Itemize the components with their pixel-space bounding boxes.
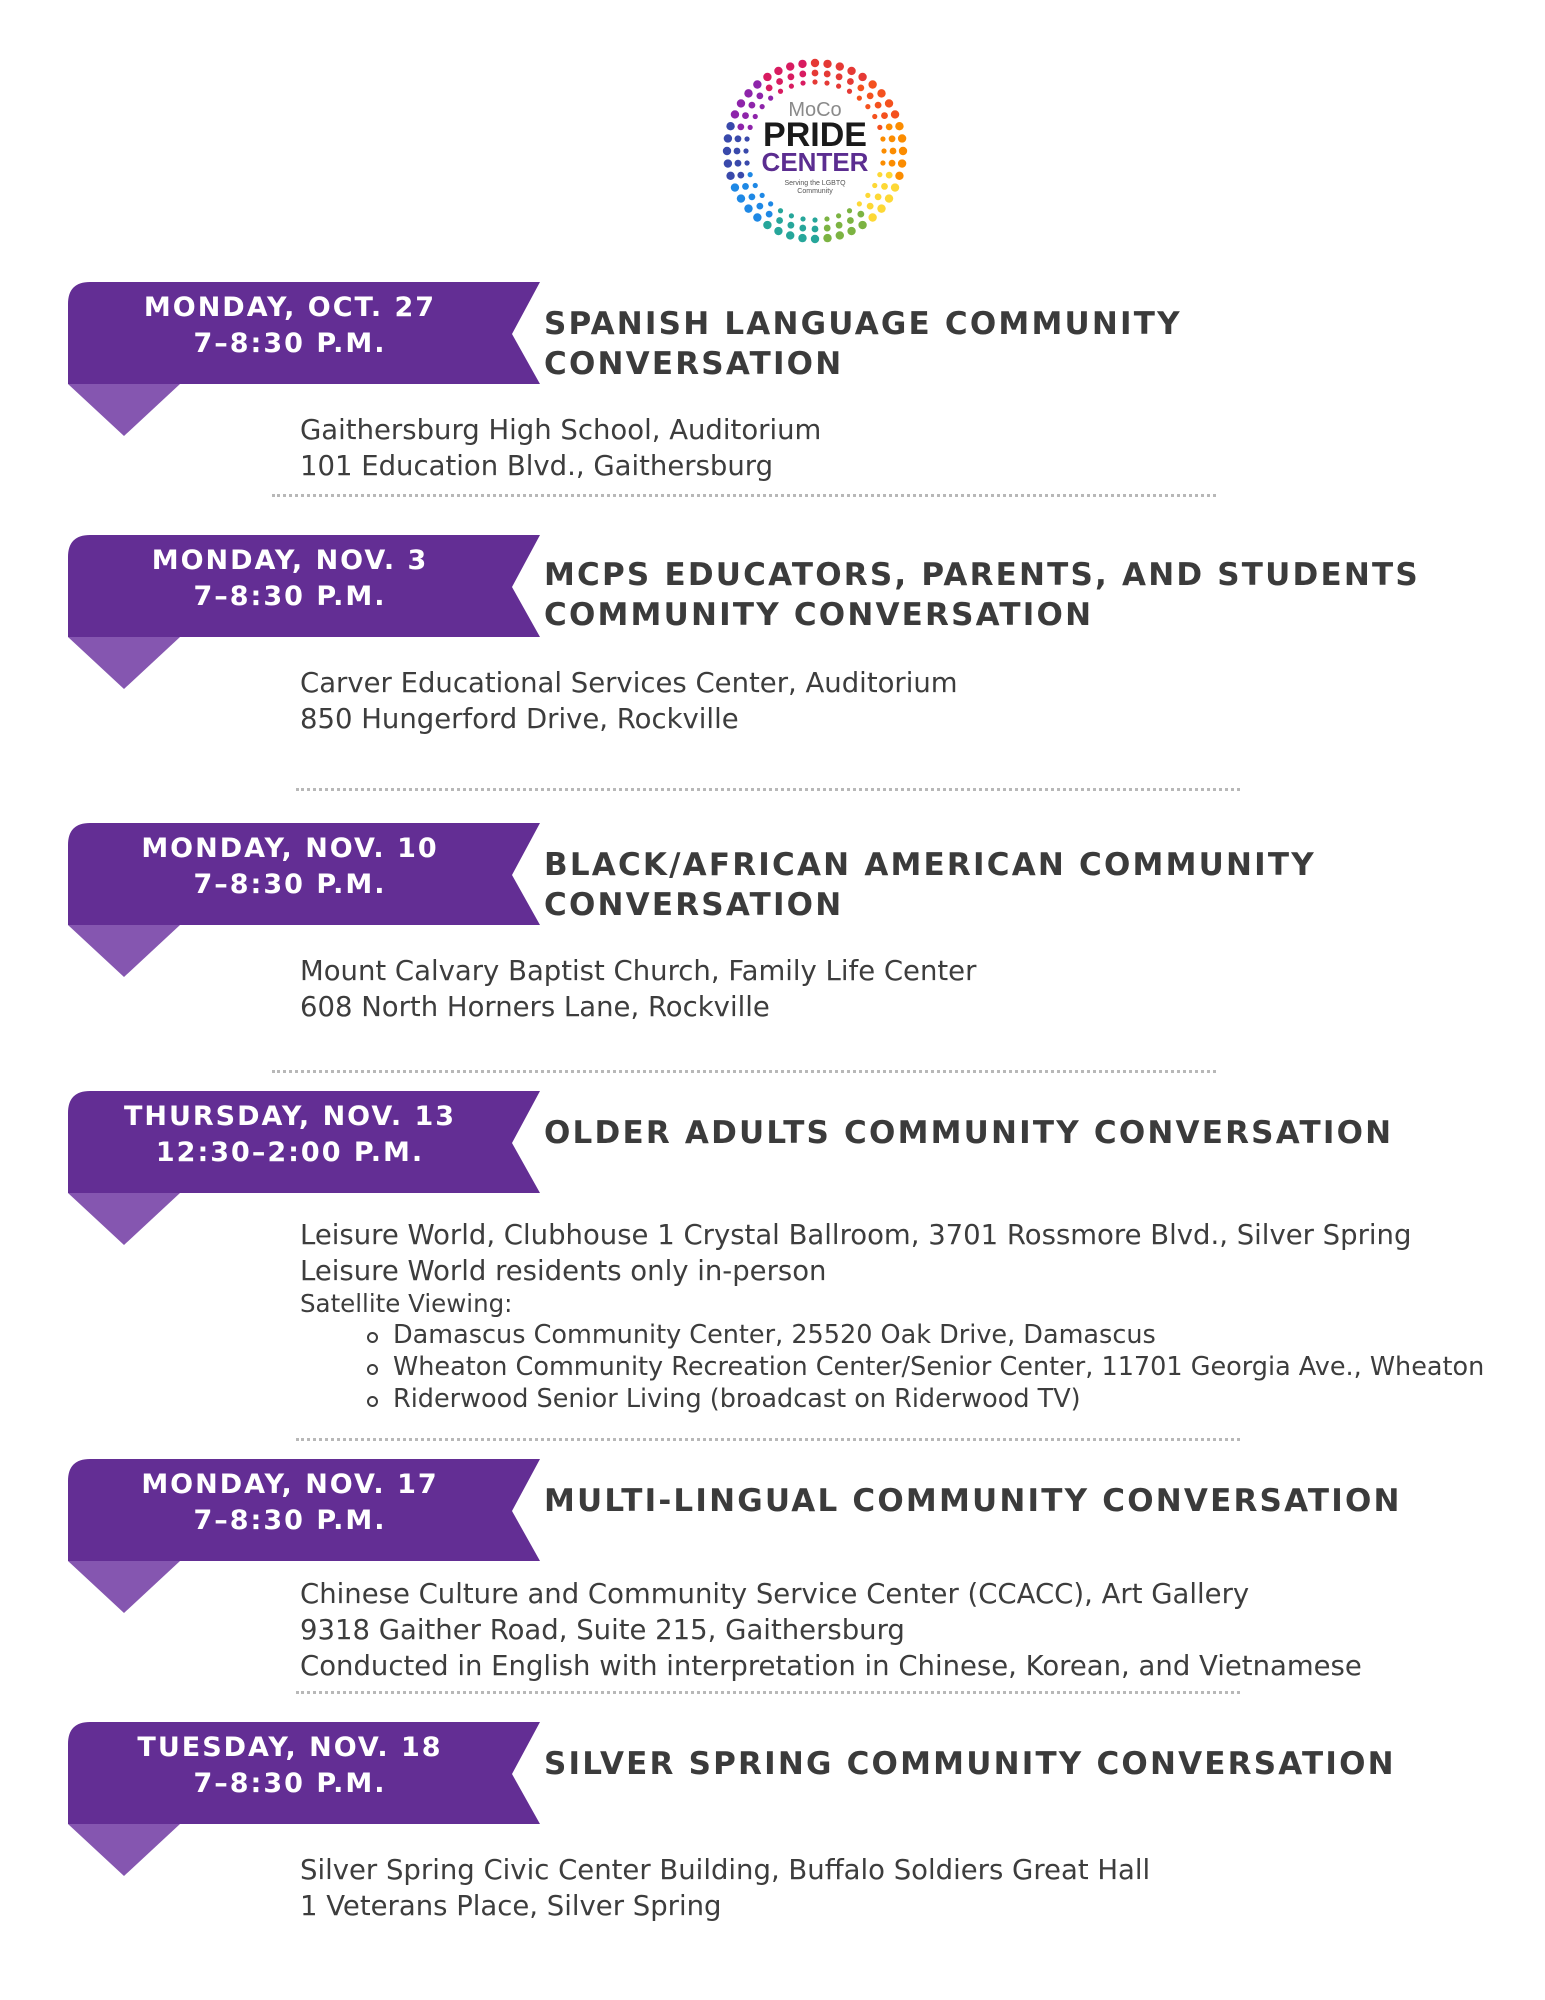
logo-dot (836, 73, 843, 80)
logo-dot (789, 84, 794, 89)
dotted-divider (296, 788, 1240, 791)
logo-dot (877, 89, 885, 97)
logo-dot (885, 99, 893, 107)
event-title (544, 304, 1444, 384)
logo-dot (824, 71, 831, 78)
venue-line: 101 Education Blvd., Gaithersburg (300, 450, 774, 482)
date-ribbon (68, 823, 546, 957)
event-venue (300, 1217, 1500, 1415)
logo-dot (742, 183, 749, 190)
venue-line: 9318 Gaither Road, Suite 215, Gaithersburg (300, 1614, 905, 1646)
logo-dot (847, 78, 854, 85)
logo-dot (886, 124, 893, 131)
logo-dot (858, 221, 866, 229)
event-date: MONDAY, OCT. 27 (143, 292, 437, 323)
logo-dot (836, 84, 841, 89)
logo-dot (744, 204, 752, 212)
event-title-line: SPANISH LANGUAGE COMMUNITY CONVERSATION (544, 306, 1182, 382)
logo-dot (756, 92, 763, 99)
event-date: MONDAY, NOV. 3 (151, 545, 429, 576)
logo-dot (778, 89, 783, 94)
logo-dot (857, 211, 864, 218)
logo-dot (895, 122, 903, 130)
venue-line: Leisure World residents only in-person (300, 1255, 827, 1287)
logo-dot (812, 79, 817, 84)
logo-dot (847, 217, 854, 224)
venue-line: 608 North Horners Lane, Rockville (300, 991, 770, 1023)
logo-center-text: CENTER (761, 147, 869, 177)
logo-dot (753, 213, 761, 221)
dotted-divider (272, 1070, 1216, 1073)
logo-dot (748, 172, 753, 177)
venue-line: Chinese Culture and Community Service Center (CCACC), Art Gallery (300, 1578, 1250, 1610)
event-title-line: OLDER ADULTS COMMUNITY CONVERSATION (544, 1115, 1394, 1151)
logo-dot (858, 73, 866, 81)
logo-dot (885, 194, 893, 202)
moco-pride-center-logo (722, 58, 908, 244)
satellite-viewing-label: Satellite Viewing: (300, 1289, 513, 1318)
logo-dot (847, 208, 852, 213)
logo-dot (836, 222, 843, 229)
logo-dot (748, 125, 753, 130)
logo-dot (847, 227, 855, 235)
logo-dot (868, 213, 876, 221)
logo-dot (881, 148, 886, 153)
event-time: 7–8:30 P.M. (193, 1505, 387, 1536)
logo-dot (895, 172, 903, 180)
logo-dot (880, 136, 885, 141)
venue-line: 850 Hungerford Drive, Rockville (300, 703, 739, 735)
logo-tagline-2: Community (797, 188, 833, 195)
satellite-location: Wheaton Community Recreation Center/Senior Center, 11701 Georgia Ave., Wheaton (393, 1351, 1500, 1383)
logo-dot (857, 85, 864, 92)
logo-dot (857, 96, 862, 101)
date-ribbon (68, 535, 546, 669)
logo-dot (789, 213, 794, 218)
logo-dot (726, 122, 734, 130)
event-title-line: COMMUNITY CONVERSATION (544, 597, 1094, 633)
event-venue (300, 953, 1500, 1025)
logo-dot (881, 112, 888, 119)
logo-dot (889, 135, 896, 142)
logo-dot (868, 80, 876, 88)
logo-dot (847, 89, 852, 94)
venue-line: Leisure World, Clubhouse 1 Crystal Ballroom, 3701 Rossmore Blvd., Silver Spring (300, 1219, 1412, 1251)
logo-dot (865, 193, 870, 198)
logo-dot (737, 99, 745, 107)
event-title (544, 1481, 1444, 1521)
event-venue (300, 1576, 1500, 1684)
logo-dot (737, 194, 745, 202)
logo-dot (724, 134, 732, 142)
logo-dot (890, 148, 897, 155)
logo-dot (812, 217, 817, 222)
logo-dot (744, 136, 749, 141)
logo-dot (881, 183, 888, 190)
logo-dot (823, 60, 831, 68)
dotted-divider (296, 1691, 1240, 1694)
logo-dot (872, 183, 877, 188)
event-title-line: SILVER SPRING COMMUNITY CONVERSATION (544, 1746, 1396, 1782)
logo-dot (766, 211, 773, 218)
logo-dot (774, 67, 782, 75)
logo-dot (737, 124, 744, 131)
logo-moco-text: MoCo (788, 99, 842, 121)
logo-dot (836, 213, 841, 218)
event-title-line: CONVERSATION (544, 887, 844, 923)
event-title-line: MULTI-LINGUAL COMMUNITY CONVERSATION (544, 1483, 1402, 1519)
date-ribbon (68, 282, 546, 416)
logo-dot (760, 104, 765, 109)
logo-dot (798, 234, 806, 242)
logo-dot (836, 62, 844, 70)
logo-dot (786, 62, 794, 70)
venue-line: Conducted in English with interpretation in Chinese, Korean, and Vietnamese (300, 1650, 1362, 1682)
logo-dot (824, 80, 829, 85)
logo-dot (776, 217, 783, 224)
logo-dot (891, 110, 899, 118)
logo-dot (735, 135, 742, 142)
dotted-divider (296, 1438, 1240, 1441)
logo-dot (744, 89, 752, 97)
event-venue (300, 1852, 1500, 1924)
event-time: 7–8:30 P.M. (193, 581, 387, 612)
event-date: MONDAY, NOV. 10 (141, 833, 439, 864)
logo-dot (724, 159, 732, 167)
logo-dot (723, 147, 731, 155)
logo-dot (753, 183, 758, 188)
logo-dot (749, 193, 756, 200)
logo-dot (753, 114, 758, 119)
logo-dot (731, 110, 739, 118)
event-title (544, 845, 1444, 925)
logo-pride-text: PRIDE (763, 116, 867, 154)
logo-dot (877, 204, 885, 212)
logo-dot (889, 160, 896, 167)
logo-dot (788, 73, 795, 80)
date-ribbon (68, 1459, 546, 1593)
logo-dot (823, 234, 831, 242)
logo-dot (753, 80, 761, 88)
logo-dot (867, 203, 874, 210)
date-ribbon (68, 1722, 546, 1856)
logo-dot (877, 172, 882, 177)
logo-dot (898, 159, 906, 167)
logo-dot (875, 102, 882, 109)
logo-dot (847, 67, 855, 75)
logo-dot (788, 222, 795, 229)
logo-dot (726, 172, 734, 180)
dotted-divider (272, 494, 1216, 497)
logo-dot (768, 201, 773, 206)
logo-dot (872, 114, 877, 119)
logo-dot (744, 160, 749, 165)
event-venue (300, 665, 1500, 737)
logo-dot (756, 203, 763, 210)
satellite-locations-list (300, 1319, 1500, 1415)
event-time: 7–8:30 P.M. (193, 328, 387, 359)
event-title (544, 1113, 1444, 1153)
logo-dot (766, 85, 773, 92)
event-date: THURSDAY, NOV. 13 (123, 1101, 457, 1132)
logo-dot (877, 125, 882, 130)
logo-dot (774, 227, 782, 235)
logo-dot (867, 92, 874, 99)
logo-dot (786, 231, 794, 239)
logo-dot (749, 102, 756, 109)
logo-dot (799, 225, 806, 232)
logo-dot (899, 147, 907, 155)
venue-line: Mount Calvary Baptist Church, Family Life Center (300, 955, 977, 987)
logo-dot (763, 221, 771, 229)
logo-dot (735, 160, 742, 167)
logo-dot (824, 225, 831, 232)
event-time: 12:30–2:00 P.M. (155, 1137, 425, 1168)
logo-dot (824, 216, 829, 221)
logo-dot (812, 226, 819, 233)
logo-dot (811, 235, 819, 243)
satellite-location: Damascus Community Center, 25520 Oak Drive, Damascus (393, 1319, 1500, 1351)
event-time: 7–8:30 P.M. (193, 869, 387, 900)
event-title (544, 1744, 1444, 1784)
logo-dot (798, 60, 806, 68)
venue-line: Silver Spring Civic Center Building, Buffalo Soldiers Great Hall (300, 1854, 1151, 1886)
event-title (544, 555, 1444, 635)
logo-tagline-1: Serving the LGBTQ (784, 180, 846, 187)
satellite-location: Riderwood Senior Living (broadcast on Riderwood TV) (393, 1383, 1500, 1415)
logo-dot (776, 78, 783, 85)
logo-dot (737, 172, 744, 179)
logo-dot (800, 216, 805, 221)
venue-line: Gaithersburg High School, Auditorium (300, 414, 822, 446)
logo-dot (763, 73, 771, 81)
logo-dot (865, 104, 870, 109)
logo-dot (812, 70, 819, 77)
logo-dot (800, 80, 805, 85)
logo-dot (743, 148, 748, 153)
logo-dot (836, 231, 844, 239)
logo-dot (891, 183, 899, 191)
logo-dot (857, 201, 862, 206)
date-ribbon (68, 1091, 546, 1225)
logo-dot (742, 112, 749, 119)
logo-dot (880, 160, 885, 165)
logo-dot (799, 71, 806, 78)
logo-dot (731, 183, 739, 191)
event-title-line: BLACK/AFRICAN AMERICAN COMMUNITY (544, 847, 1316, 883)
logo-dot (875, 193, 882, 200)
logo-dot (886, 172, 893, 179)
logo-dot (778, 208, 783, 213)
event-date: TUESDAY, NOV. 18 (137, 1732, 443, 1763)
logo-dot (811, 59, 819, 67)
logo-dot (734, 148, 741, 155)
event-date: MONDAY, NOV. 17 (141, 1469, 439, 1500)
venue-line: 1 Veterans Place, Silver Spring (300, 1890, 722, 1922)
event-venue (300, 412, 1500, 484)
logo-dot (898, 134, 906, 142)
event-time: 7–8:30 P.M. (193, 1768, 387, 1799)
event-title-line: MCPS EDUCATORS, PARENTS, AND STUDENTS (544, 557, 1420, 593)
venue-line: Carver Educational Services Center, Auditorium (300, 667, 958, 699)
logo-dot (760, 193, 765, 198)
logo-dot (768, 96, 773, 101)
